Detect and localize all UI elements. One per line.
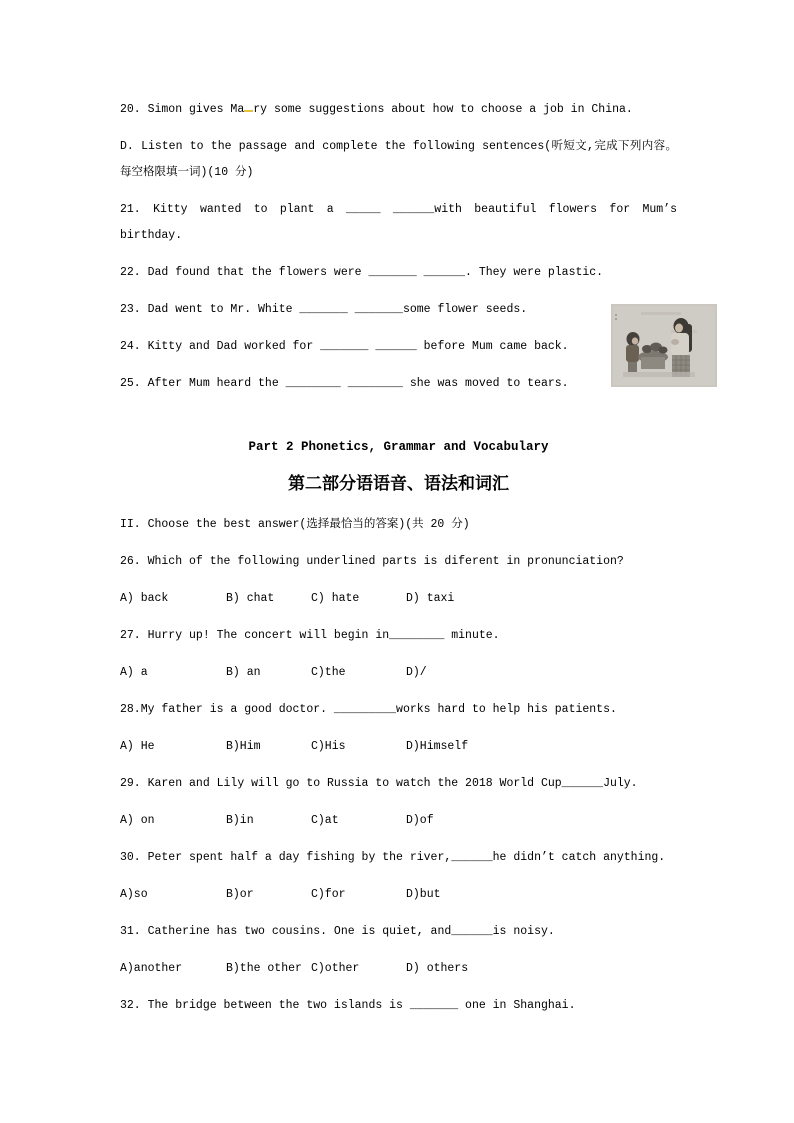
question-29-option-d: D)of bbox=[406, 814, 434, 827]
question-30-option-d: D)but bbox=[406, 888, 441, 901]
question-25: 25. After Mum heard the ________ ________ she was moved to tears. bbox=[120, 377, 569, 390]
question-20 bbox=[120, 97, 677, 123]
page-content bbox=[120, 97, 677, 1030]
question-27-stem: 27. Hurry up! The concert will begin in________ minute. bbox=[120, 629, 500, 642]
question-20-text-after: ry some suggestions about how to choose a job in China. bbox=[253, 103, 633, 116]
question-31-stem: 31. Catherine has two cousins. One is quiet, and______is noisy. bbox=[120, 925, 555, 938]
question-29-stem: 29. Karen and Lily will go to Russia to watch the 2018 World Cup______July. bbox=[120, 777, 638, 790]
mum-and-kitty-flowers-photo bbox=[611, 304, 717, 387]
question-21: 21. Kitty wanted to plant a _____ ______with beautiful flowers for Mum’s birthday. bbox=[120, 203, 677, 242]
question-24: 24. Kitty and Dad worked for _______ ______ before Mum came back. bbox=[120, 340, 569, 353]
question-31-option-b: B)the other bbox=[226, 962, 302, 975]
question-32-stem: 32. The bridge between the two islands is _______ one in Shanghai. bbox=[120, 999, 576, 1012]
question-31-option-c: C)other bbox=[311, 962, 360, 975]
question-28-option-b: B)Him bbox=[226, 740, 261, 753]
question-31-options bbox=[120, 956, 677, 982]
question-28-stem: 28.My father is a good doctor. _________works hard to help his patients. bbox=[120, 703, 617, 716]
question-30-stem: 30. Peter spent half a day fishing by the river,______he didn’t catch anything. bbox=[120, 851, 666, 864]
question-27-option-b: B) an bbox=[226, 666, 261, 679]
question-26-option-d: D) taxi bbox=[406, 592, 455, 605]
multiple-choice-questions-list bbox=[120, 549, 677, 1019]
question-31-option-a: A)another bbox=[120, 962, 183, 975]
question-26-option-c: C) hate bbox=[311, 592, 360, 605]
question-29-options bbox=[120, 808, 677, 834]
question-30-option-b: B)or bbox=[226, 888, 254, 901]
listening-questions-list bbox=[120, 197, 677, 397]
question-28-option-d: D)Himself bbox=[406, 740, 469, 753]
question-27-options bbox=[120, 660, 677, 686]
question-22: 22. Dad found that the flowers were _______ ______. They were plastic. bbox=[120, 266, 604, 279]
question-27-option-a: A) a bbox=[120, 666, 148, 679]
question-29-option-b: B)in bbox=[226, 814, 254, 827]
question-26-option-b: B) chat bbox=[226, 592, 275, 605]
question-28-options bbox=[120, 734, 677, 760]
question-28-option-c: C)His bbox=[311, 740, 346, 753]
question-30-options bbox=[120, 882, 677, 908]
question-28-option-a: A) He bbox=[120, 740, 155, 753]
question-26-options bbox=[120, 586, 677, 612]
question-31-option-d: D) others bbox=[406, 962, 469, 975]
part2-instruction: II. Choose the best answer(选择最恰当的答案)(共 20 分) bbox=[120, 518, 470, 531]
question-29-option-a: A) on bbox=[120, 814, 155, 827]
question-23: 23. Dad went to Mr. White _______ _______some flower seeds. bbox=[120, 303, 528, 316]
question-20-text-before: 20. Simon gives Ma bbox=[120, 103, 245, 116]
question-30-option-a: A)so bbox=[120, 888, 148, 901]
question-30-option-c: C)for bbox=[311, 888, 346, 901]
section-d-instruction: D. Listen to the passage and complete the following sentences(听短文,完成下列内容。每空格限填一词)(10 分) bbox=[120, 140, 677, 179]
question-27-option-d: D)/ bbox=[406, 666, 427, 679]
spellcheck-mark bbox=[244, 100, 253, 112]
question-26-stem: 26. Which of the following underlined parts is diferent in pronunciation? bbox=[120, 555, 624, 568]
part2-heading-en: Part 2 Phonetics, Grammar and Vocabulary bbox=[248, 440, 549, 454]
question-27-option-c: C)the bbox=[311, 666, 346, 679]
question-26-option-a: A) back bbox=[120, 592, 169, 605]
question-29-option-c: C)at bbox=[311, 814, 339, 827]
part2-heading-zh: 第二部分语语音、语法和词汇 bbox=[288, 476, 509, 495]
